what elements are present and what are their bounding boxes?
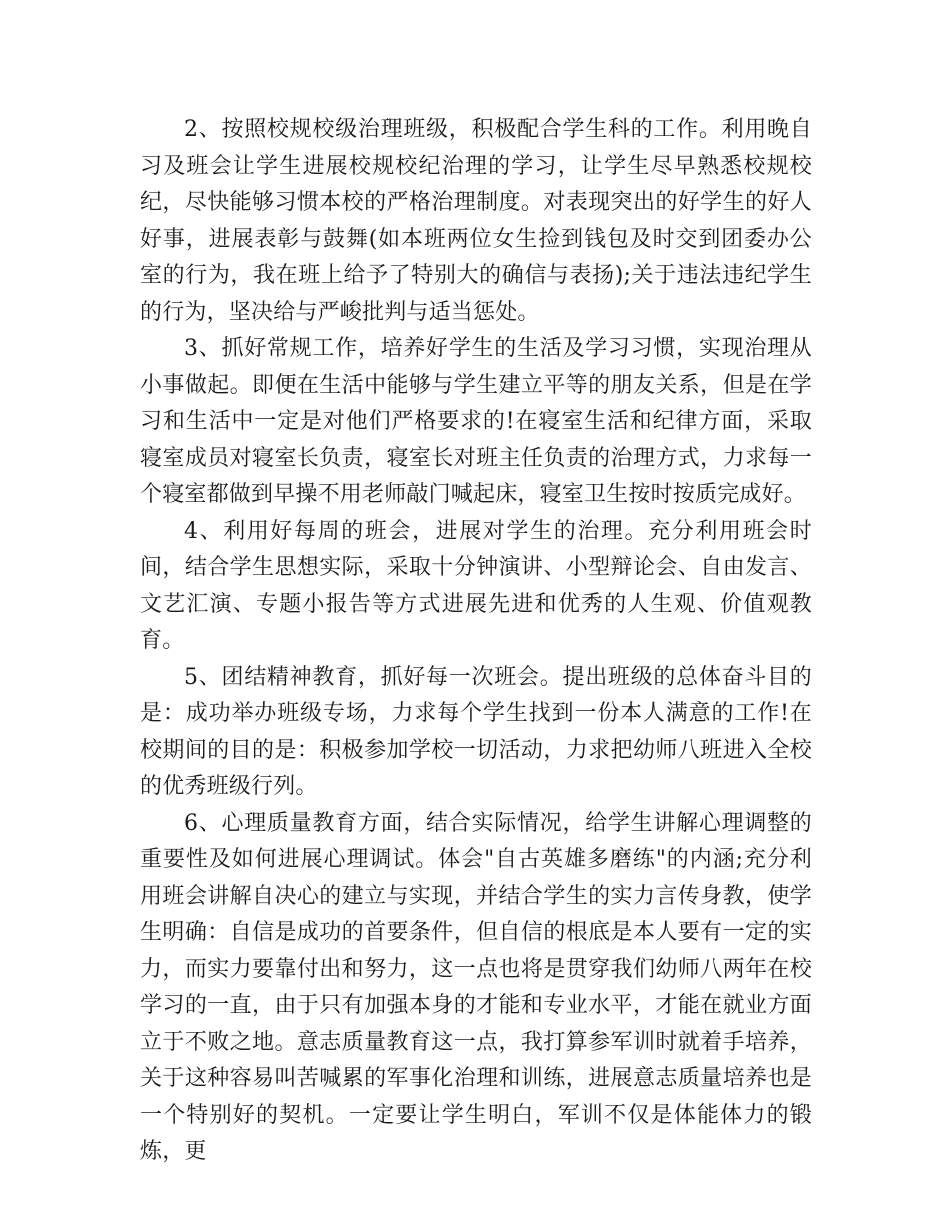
paragraph-item-4: 4、利用好每周的班会，进展对学生的治理。充分利用班会时间，结合学生思想实际，采取十分钟演讲、小型辩论会、自由发言、文艺汇演、专题小报告等方式进展先进和优秀的人生观、价值观教育。: [140, 518, 812, 653]
paragraph-item-2: 2、按照校规校级治理班级，积极配合学生科的工作。利用晚自习及班会让学生进展校规校纪治理的学习，让学生尽早熟悉校规校纪，尽快能够习惯本校的严格治理制度。对表现突出的好学生的好人好事，进展表彰与鼓舞(如本班两位女生捡到钱包及时交到团委办公室的行为，我在班上给予了特别大的确信与表扬);关于违法违纪学生的行为，坚决给与严峻批判与适当惩处。: [140, 117, 812, 325]
paragraph-item-3: 3、抓好常规工作，培养好学生的生活及学习习惯，实现治理从小事做起。即便在生活中能够与学生建立平等的朋友关系，但是在学习和生活中一定是对他们严格要求的!在寝室生活和纪律方面，采取寝室成员对寝室长负责，寝室长对班主任负责的治理方式，力求每一个寝室都做到早操不用老师敲门喊起床，寝室卫生按时按质完成好。: [140, 336, 812, 507]
document-body: [140, 112, 812, 1171]
paragraph-item-5: 5、团结精神教育，抓好每一次班会。提出班级的总体奋斗目的是：成功举办班级专场，力求每个学生找到一份本人满意的工作!在校期间的目的是：积极参加学校一切活动，力求把幼师八班进入全校的优秀班级行列。: [140, 664, 812, 799]
paragraph-item-6: 6、心理质量教育方面，结合实际情况，给学生讲解心理调整的重要性及如何进展心理调试。体会"自古英雄多磨练"的内涵;充分利用班会讲解自决心的建立与实现，并结合学生的实力言传身教，使学生明确：自信是成功的首要条件，但自信的根底是本人要有一定的实力，而实力要靠付出和努力，这一点也将是贯穿我们幼师八两年在校学习的一直，由于只有加强本身的才能和专业水平，才能在就业方面立于不败之地。意志质量教育这一点，我打算参军训时就着手培养，关于这种容易叫苦喊累的军事化治理和训练，进展意志质量培养也是一个特别好的契机。一定要让学生明白，军训不仅是体能体力的锻炼，更: [140, 810, 812, 1164]
